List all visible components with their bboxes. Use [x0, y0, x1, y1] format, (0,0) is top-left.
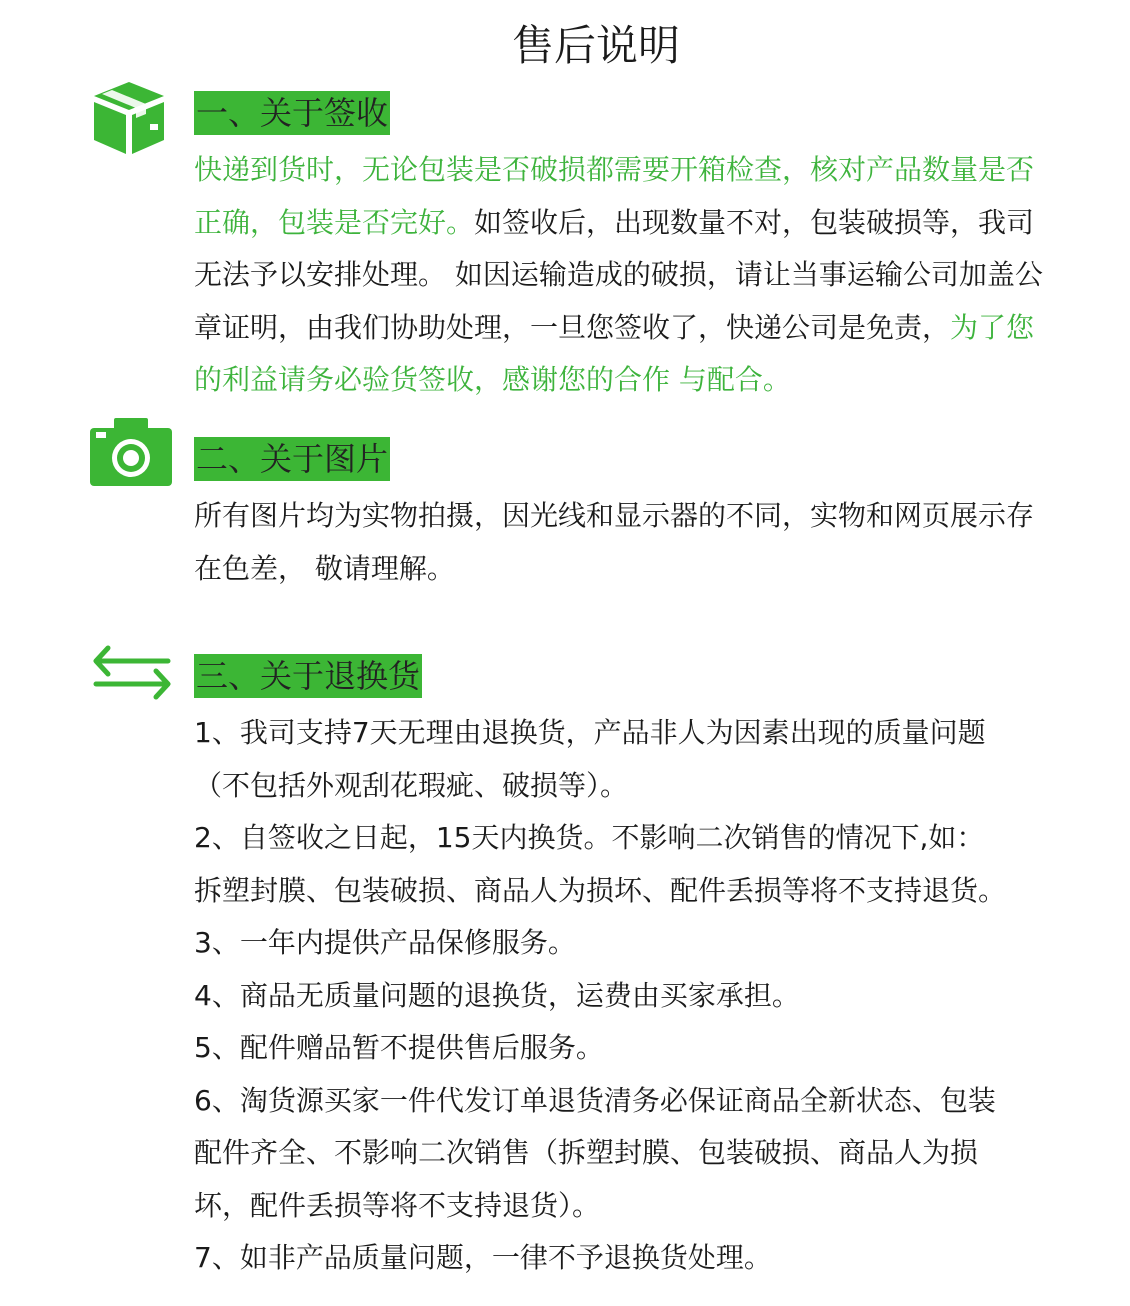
signing-text-green-2: 为了您的利益请务必验货签收，感谢您的合作 与配合。 [194, 310, 1035, 396]
box-icon [90, 80, 168, 156]
returns-item: 配件齐全、不影响二次销售（拆塑封膜、包装破损、商品人为损 [194, 1136, 979, 1169]
pictures-paragraph: 所有图片均为实物拍摄，因光线和显示器的不同，实物和网页展示存在色差， 敬请理解。 [194, 499, 1035, 585]
returns-item: 7、如非产品质量问题，一律不予退换货处理。 [194, 1241, 772, 1274]
returns-item: （不包括外观刮花瑕疵、破损等）。 [194, 768, 629, 802]
returns-item: 6、淘货源买家一件代发订单退货清务必保证商品全新状态、包装 [194, 1083, 996, 1117]
section-heading-returns: 三、关于退换货 [194, 654, 422, 698]
page-title: 售后说明 [511, 21, 680, 70]
signing-text-green-1: 快递到货时，无论包装是否破损都需要开箱检查，核对产品数量是否正确，包装是否完好。 [194, 153, 1035, 239]
returns-list [194, 707, 1044, 1285]
returns-item: 3、一年内提供产品保修服务。 [194, 926, 576, 959]
section-heading-pictures: 二、关于图片 [194, 437, 390, 481]
returns-item: 2、自签收之日起，15天内换货。不影响二次销售的情况下,如： [194, 821, 985, 854]
signing-paragraph [194, 144, 1044, 407]
returns-item: 坏，配件丢损等将不支持退货）。 [194, 1188, 601, 1222]
exchange-arrows-icon [92, 644, 172, 704]
returns-item: 拆塑封膜、包装破损、商品人为损坏、配件丢损等将不支持退货。 [194, 873, 1007, 907]
returns-item: 1、我司支持7天无理由退换货，产品非人为因素出现的质量问题 [194, 716, 986, 749]
returns-item: 5、配件赠品暂不提供售后服务。 [194, 1031, 604, 1064]
returns-item: 4、商品无质量问题的退换货，运费由买家承担。 [194, 978, 800, 1012]
signing-text-black: 如签收后，出现数量不对，包装破损等，我司无法予以安排处理。 如因运输造成的破损，请让当事运输公司加盖公章证明，由我们协助处理，一旦您签收了，快递公司是免责， [194, 205, 1043, 344]
section-heading-signing: 一、关于签收 [194, 91, 390, 135]
camera-icon [90, 418, 172, 488]
